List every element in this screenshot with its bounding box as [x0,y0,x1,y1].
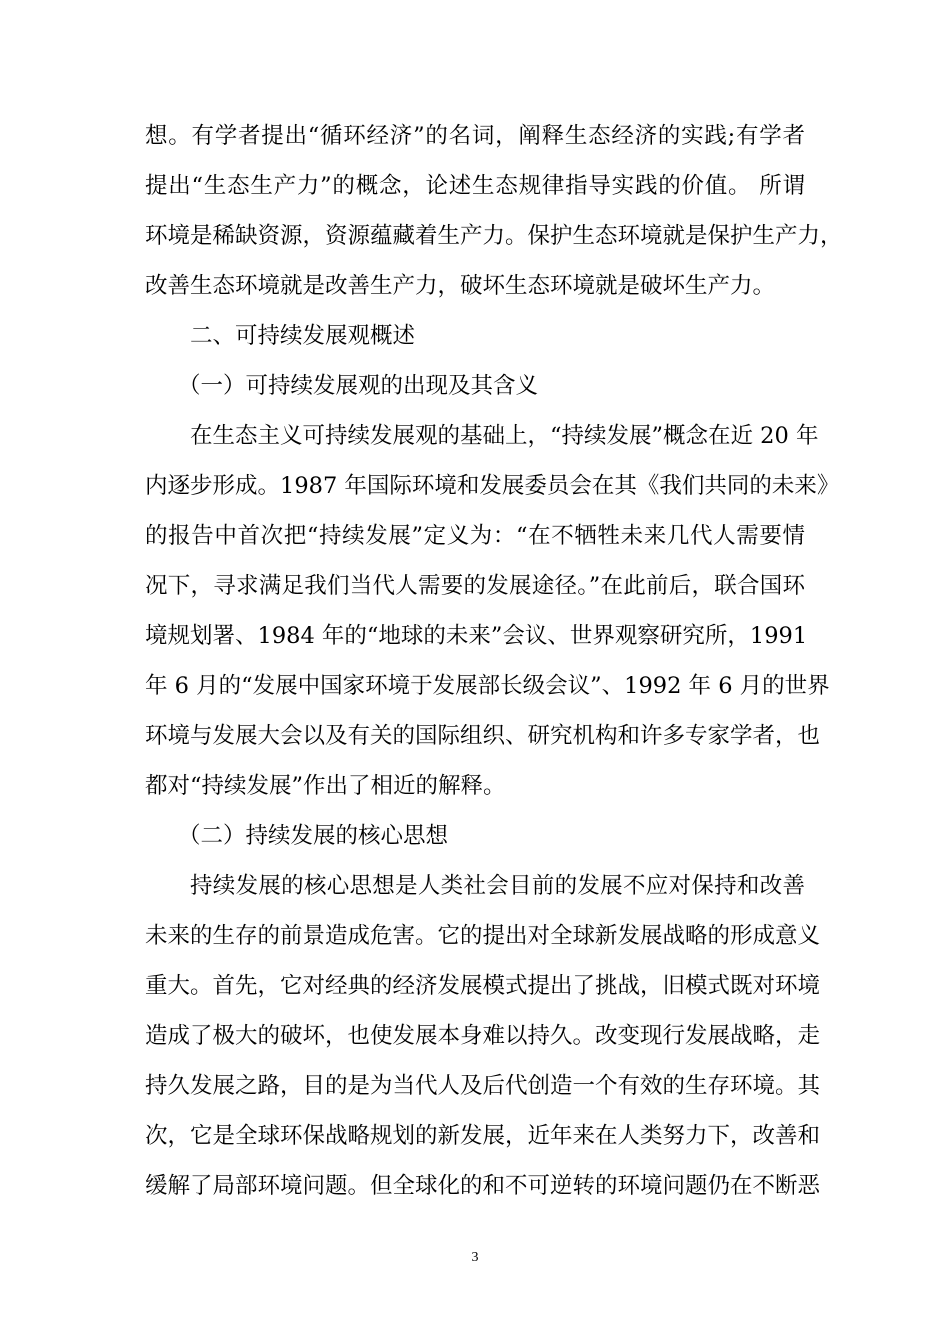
text-line: 在生态主义可持续发展观的基础上，“持续发展”概念在近 20 年 [190,423,819,449]
text-line: 环境与发展大会以及有关的国际组织、研究机构和许多专家学者，也 [145,723,821,749]
section-heading: 二、可持续发展观概述 [190,323,416,349]
text-line: 持续发展的核心思想是人类社会目前的发展不应对保持和改善 [190,873,805,899]
text-line: 改善生态环境就是改善生产力，破坏生态环境就是破坏生产力。 [145,273,776,299]
text-line: 境规划署、1984 年的“地球的未来”会议、世界观察研究所，1991 [145,623,808,649]
text-line: 未来的生存的前景造成危害。它的提出对全球新发展战略的形成意义 [145,923,821,949]
text-line: 提出“生态生产力”的概念，论述生态规律指导实践的价值。 所谓 [145,173,805,199]
text-line: 都对“持续发展”作出了相近的解释。 [145,773,506,799]
subsection-heading: （一）可持续发展观的出现及其含义 [178,373,539,399]
text-line: 持久发展之路，目的是为当代人及后代创造一个有效的生存环境。其 [145,1073,821,1099]
text-line: 环境是稀缺资源，资源蕴藏着生产力。保护生态环境就是保护生产力， [145,223,843,249]
text-line: 内逐步形成。1987 年国际环境和发展委员会在其《我们共同的未来》 [145,473,840,499]
page-number: 3 [471,1250,479,1265]
subsection-heading: （二）持续发展的核心思想 [178,823,449,849]
text-line: 重大。首先，它对经典的经济发展模式提出了挑战，旧模式既对环境 [145,973,821,999]
text-line: 想。有学者提出“循环经济”的名词，阐释生态经济的实践;有学者 [145,123,805,149]
text-line: 年 6 月的“发展中国家环境于发展部长级会议”、1992 年 6 月的世界 [145,673,830,699]
text-line: 的报告中首次把“持续发展”定义为：“在不牺牲未来几代人需要情 [145,523,805,549]
text-line: 缓解了局部环境问题。但全球化的和不可逆转的环境问题仍在不断恶 [145,1173,821,1199]
text-line: 况下，寻求满足我们当代人需要的发展途径。”在此前后，联合国环 [145,573,805,599]
text-line: 次，它是全球环保战略规划的新发展，近年来在人类努力下，改善和 [145,1123,821,1149]
text-line: 造成了极大的破坏，也使发展本身难以持久。改变现行发展战略，走 [145,1023,821,1049]
